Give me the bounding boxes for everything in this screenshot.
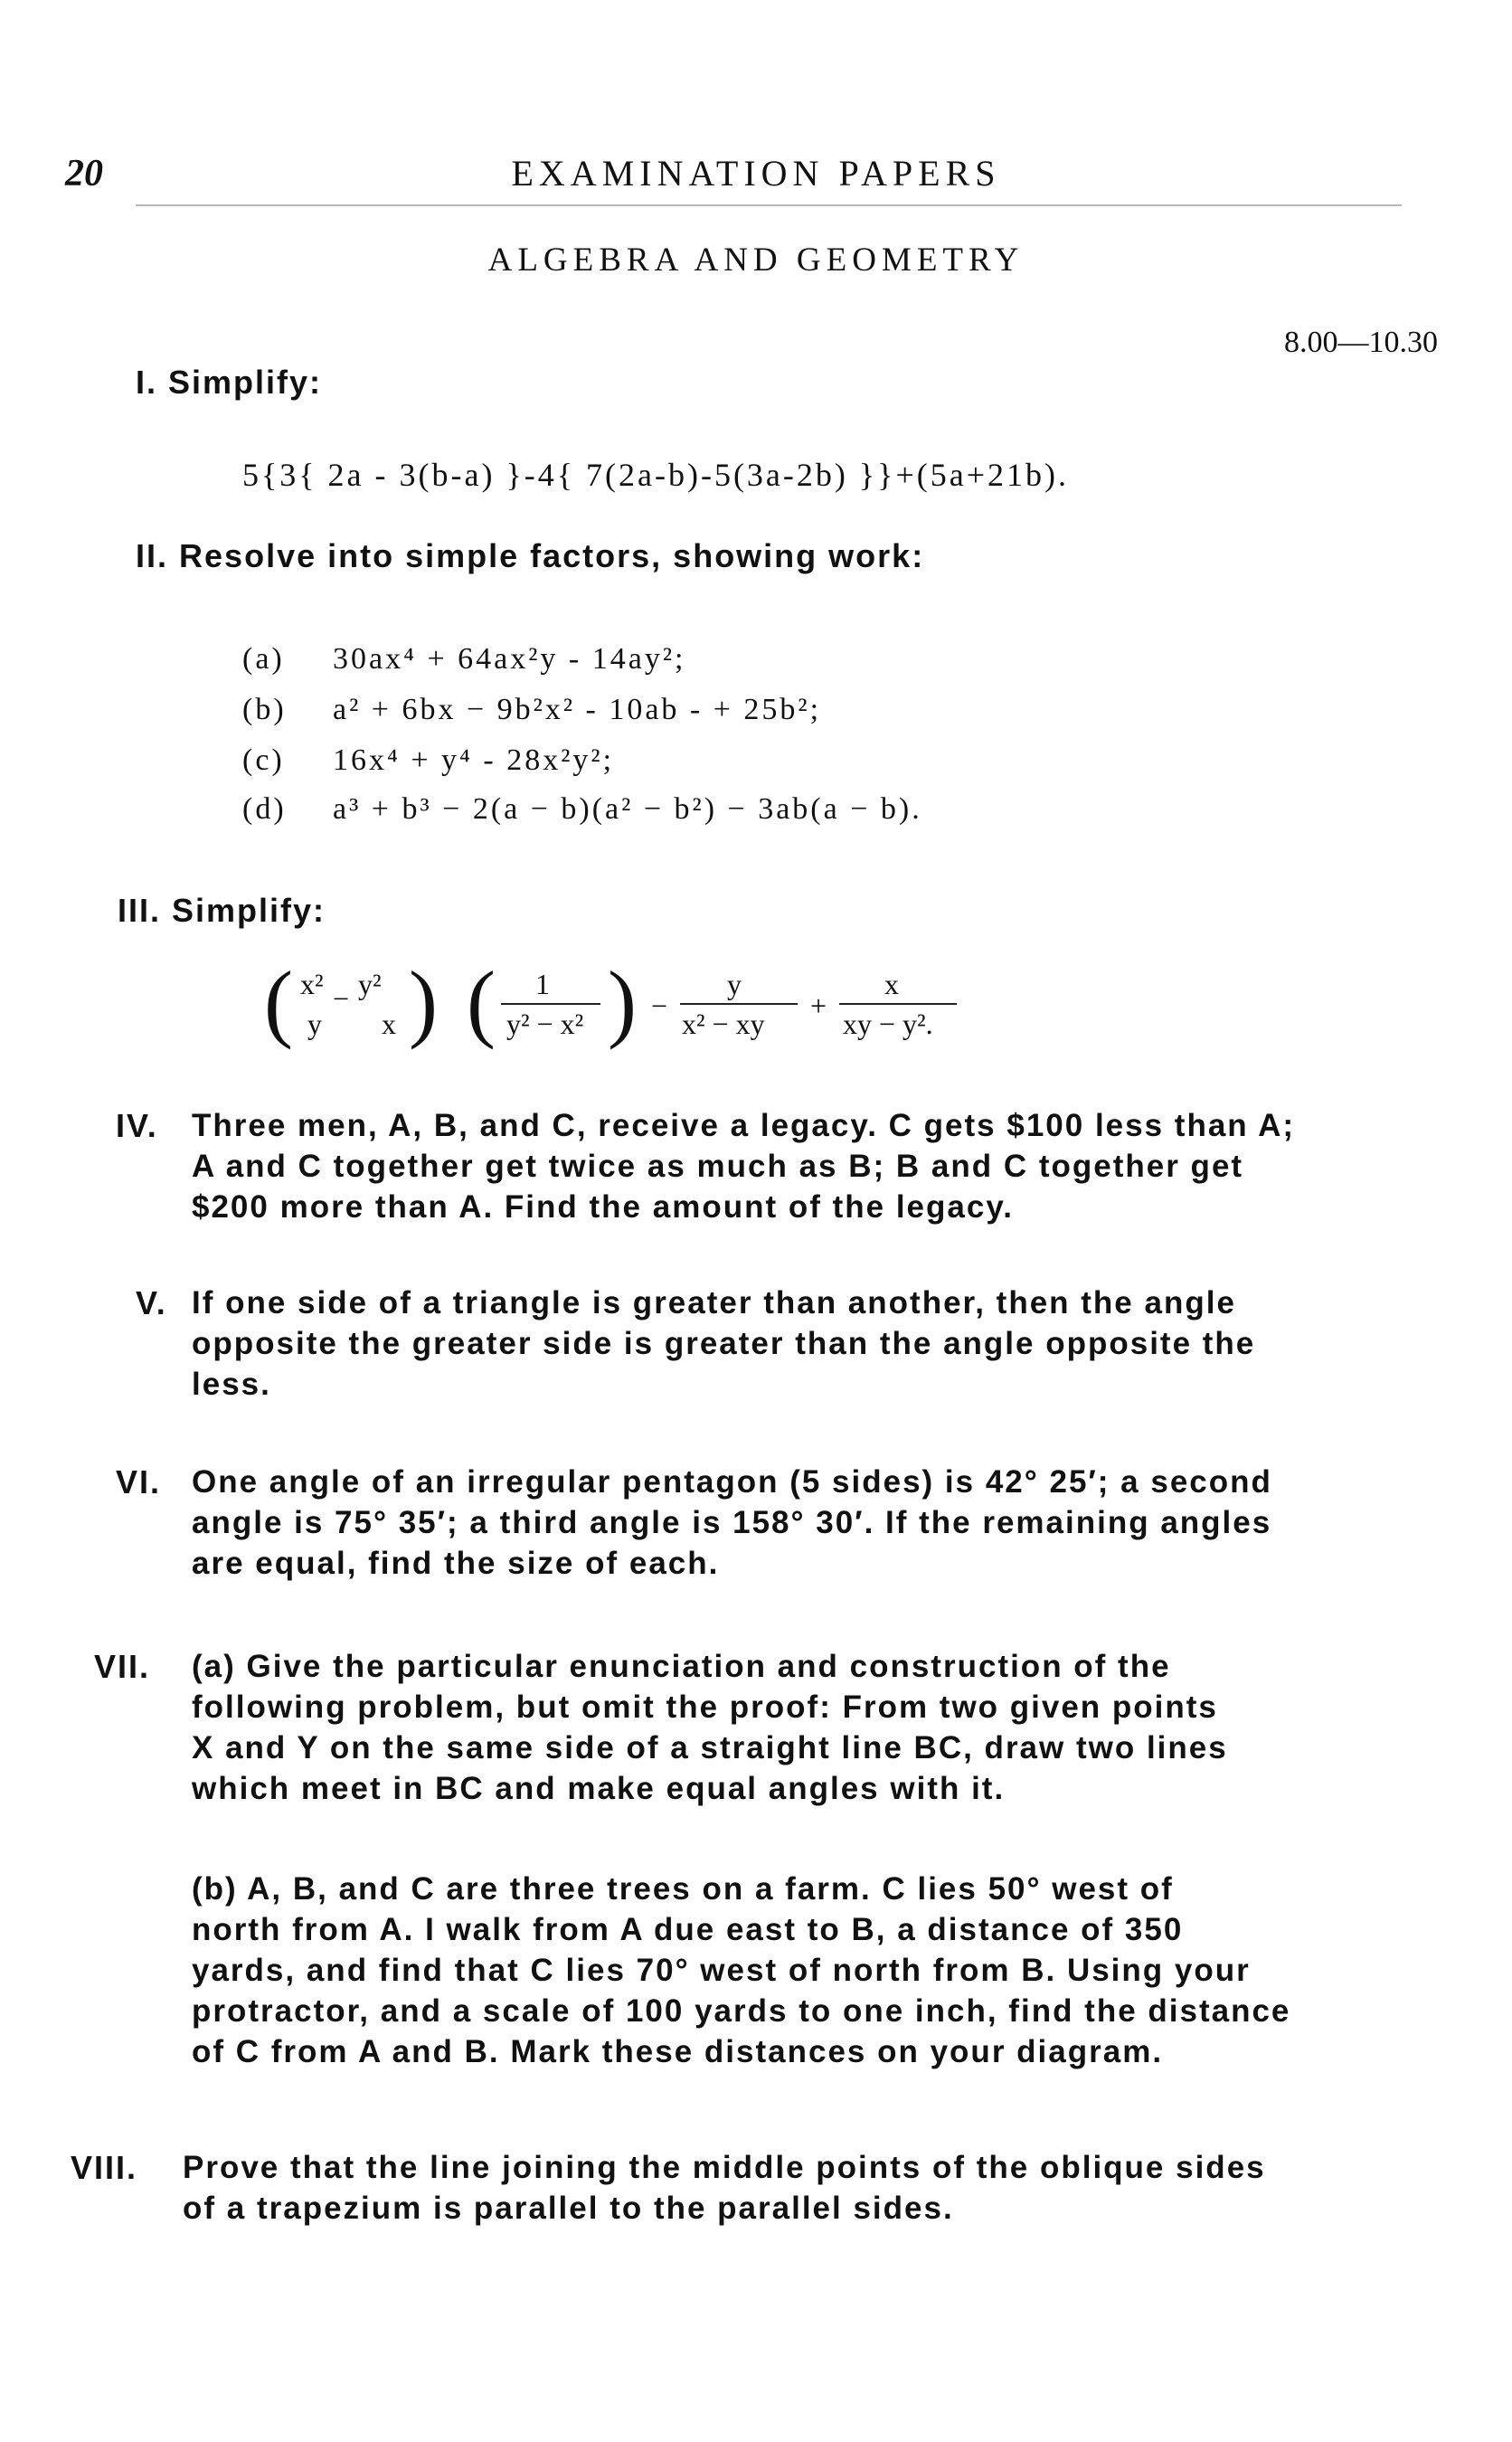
page-number: 20 xyxy=(65,153,103,194)
text-line: are equal, find the size of each. xyxy=(192,1546,720,1581)
text-line: less. xyxy=(192,1367,271,1402)
text-line: One angle of an irregular pentagon (5 sides) is 42° 25′; a second xyxy=(192,1464,1272,1500)
question-4-number: IV. xyxy=(116,1107,158,1144)
fraction-numerator: x² xyxy=(300,968,324,1000)
question-3 xyxy=(118,892,326,930)
part-label: (c) xyxy=(242,743,285,777)
fraction-denominator: xy − y². xyxy=(843,1008,933,1040)
fraction-operator: − xyxy=(333,982,350,1015)
text-line: A and C together get twice as much as B; B and C together get xyxy=(192,1149,1244,1184)
part-label: (b) xyxy=(242,693,287,726)
question-6-number: VI. xyxy=(116,1463,162,1500)
fraction-numerator: y² xyxy=(358,968,382,1000)
fraction-numerator: x xyxy=(884,968,899,1000)
text-line: (b) A, B, and C are three trees on a farm. C lies 50° west of xyxy=(192,1871,1174,1907)
question-4-text xyxy=(192,1105,1295,1227)
question-2 xyxy=(136,537,924,575)
part-expression: 16x⁴ + y⁴ - 28x²y²; xyxy=(333,743,615,777)
question-1-number: I. xyxy=(136,364,158,401)
text-line: which meet in BC and make equal angles with it. xyxy=(192,1771,1006,1806)
fraction-denominator: x² − xy xyxy=(682,1008,765,1040)
text-line: If one side of a triangle is greater than another, then the angle xyxy=(192,1285,1236,1320)
question-2-part-a xyxy=(242,642,1147,682)
question-5-number: V. xyxy=(136,1284,167,1321)
question-1 xyxy=(136,364,322,402)
text-line: Prove that the line joining the middle points of the oblique sides xyxy=(183,2150,1266,2185)
text-line: (a) Give the particular enunciation and construction of the xyxy=(192,1649,1171,1684)
question-2-prompt: Resolve into simple factors, showing work: xyxy=(179,537,925,574)
question-8-text xyxy=(183,2147,1266,2229)
section-title: ALGEBRA AND GEOMETRY xyxy=(487,241,1025,279)
text-line: Three men, A, B, and C, receive a legacy. C gets $100 less than A; xyxy=(192,1108,1296,1143)
text-line: following problem, but omit the proof: From two given points xyxy=(192,1690,1218,1725)
question-2-part-b xyxy=(242,693,1147,733)
open-paren: ( xyxy=(467,953,496,1050)
text-line: of a trapezium is parallel to the parallel sides. xyxy=(183,2191,954,2226)
text-line: X and Y on the same side of a straight line BC, draw two lines xyxy=(192,1730,1228,1765)
question-1-expression: 5{3{ 2a - 3(b-a) }-4{ 7(2a-b)-5(3a-2b) }}+(5a+21b). xyxy=(242,457,1070,493)
text-line: angle is 75° 35′; a third angle is 158° 30′. If the remaining angles xyxy=(192,1505,1272,1540)
minus-sign: − xyxy=(651,989,668,1022)
question-1-prompt: Simplify: xyxy=(168,364,323,401)
question-7-part-b xyxy=(192,1869,1290,2072)
question-3-expression xyxy=(264,953,988,1067)
question-7-number: VII. xyxy=(94,1648,151,1685)
text-line: north from A. I walk from A due east to B, a distance of 350 xyxy=(192,1912,1184,1947)
text-line: protractor, and a scale of 100 yards to one inch, find the distance xyxy=(192,1993,1291,2029)
question-3-prompt: Simplify: xyxy=(172,892,326,929)
text-line: opposite the greater side is greater than the angle opposite the xyxy=(192,1326,1256,1361)
question-2-number: II. xyxy=(136,537,169,574)
fraction-denominator: x xyxy=(382,1008,396,1040)
open-paren: ( xyxy=(264,953,293,1050)
fraction-denominator: y xyxy=(307,1008,322,1040)
fraction-denominator: y² − x² xyxy=(506,1008,584,1040)
header-rule xyxy=(136,204,1402,206)
part-expression: 30ax⁴ + 64ax²y - 14ay²; xyxy=(333,642,686,676)
text-line: of C from A and B. Mark these distances on your diagram. xyxy=(192,2034,1164,2069)
running-head: EXAMINATION PAPERS xyxy=(511,153,1001,194)
part-label: (d) xyxy=(242,792,287,826)
close-paren: ) xyxy=(608,953,637,1050)
part-expression: a³ + b³ − 2(a − b)(a² − b²) − 3ab(a − b). xyxy=(333,792,922,826)
text-line: yards, and find that C lies 70° west of north from B. Using your xyxy=(192,1953,1251,1988)
fraction-bar xyxy=(680,1002,798,1006)
fraction-bar xyxy=(839,1002,957,1006)
exam-time: 8.00—10.30 xyxy=(1284,326,1438,359)
fraction-numerator: y xyxy=(727,968,742,1000)
fraction-bar xyxy=(501,1002,600,1006)
question-8-number: VIII. xyxy=(71,2149,138,2186)
question-6-text xyxy=(192,1462,1272,1584)
part-expression: a² + 6bx − 9b²x² - 10ab - + 25b²; xyxy=(333,693,822,726)
close-paren: ) xyxy=(409,953,438,1050)
fraction-numerator: 1 xyxy=(535,968,550,1000)
text-line: $200 more than A. Find the amount of the legacy. xyxy=(192,1189,1014,1225)
question-5-text xyxy=(192,1283,1255,1405)
question-2-part-d xyxy=(242,792,1147,832)
question-2-part-c xyxy=(242,743,1147,783)
question-3-number: III. xyxy=(118,892,162,929)
question-7-part-a xyxy=(192,1646,1228,1809)
plus-sign: + xyxy=(810,989,827,1022)
part-label: (a) xyxy=(242,642,285,676)
